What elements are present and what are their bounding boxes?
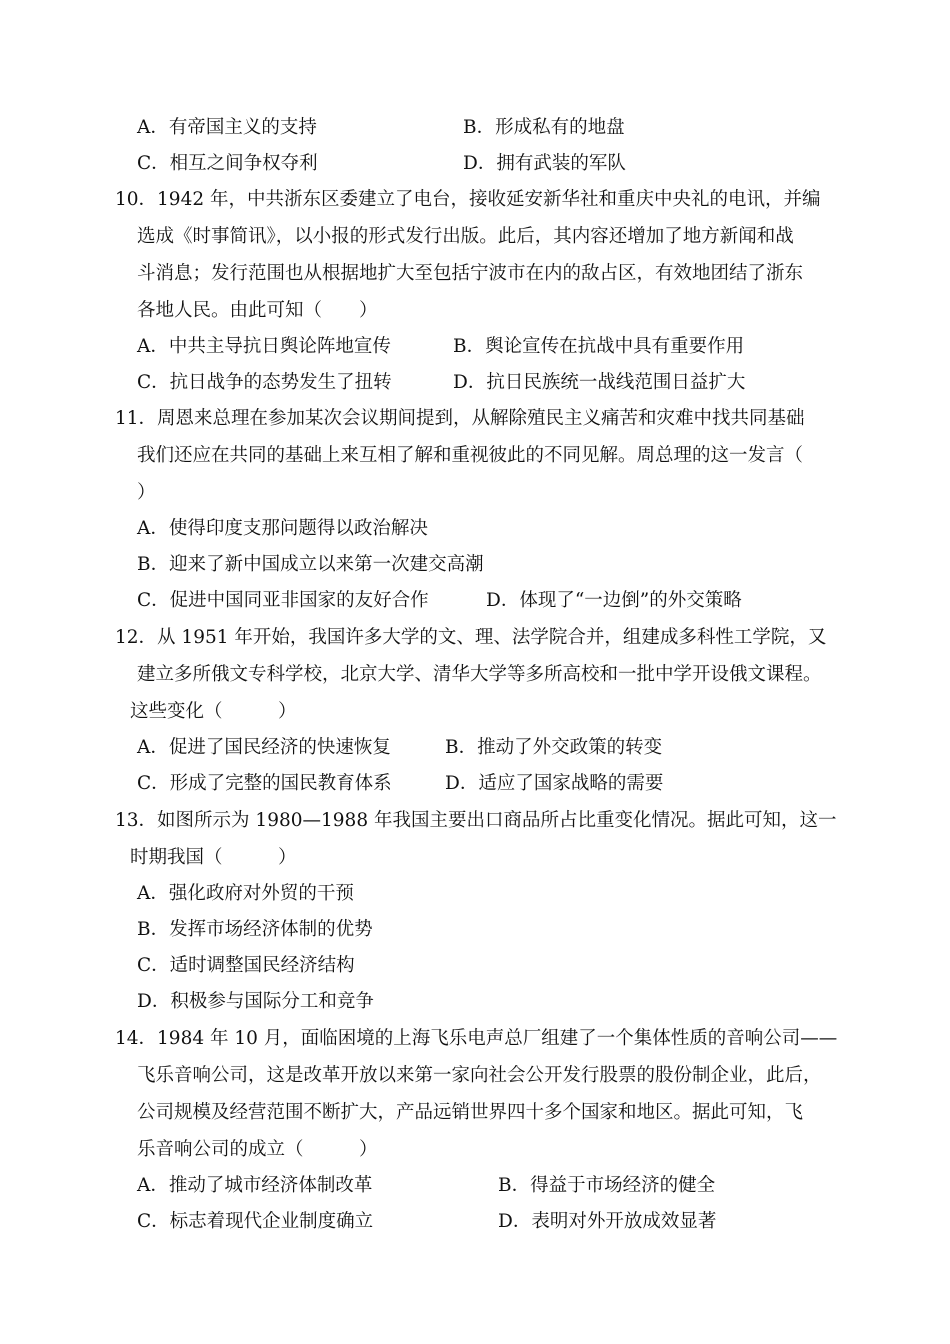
q11-option-a: A．使得印度支那问题得以政治解决 <box>137 518 428 539</box>
q10-option-c: C．抗日战争的态势发生了扭转 <box>137 372 392 393</box>
q12-option-b: B．推动了外交政策的转变 <box>445 737 663 758</box>
q14-stem-line: 乐音响公司的成立（ ） <box>137 1139 378 1160</box>
q11-stem-line: ） <box>137 482 156 503</box>
q12-stem-line: 12．从 1951 年开始，我国许多大学的文、理、法学院合并，组建成多科性工学院，又 <box>115 627 827 648</box>
q13-option-a: A．强化政府对外贸的干预 <box>137 883 354 904</box>
q9-option-c: C．相互之间争权夺利 <box>137 153 318 174</box>
q14-option-b: B．得益于市场经济的健全 <box>498 1175 716 1196</box>
q14-stem-line: 飞乐音响公司，这是改革开放以来第一家向社会公开发行股票的股份制企业，此后， <box>137 1065 822 1086</box>
q12-stem-line: 建立多所俄文专科学校，北京大学、清华大学等多所高校和一批中学开设俄文课程。 <box>137 664 822 685</box>
q11-stem-line: 我们还应在共同的基础上来互相了解和重视彼此的不同见解。周总理的这一发言（ <box>137 445 804 466</box>
q11-option-c: C．促进中国同亚非国家的友好合作 <box>137 590 429 611</box>
q12-option-a: A．促进了国民经济的快速恢复 <box>137 737 391 758</box>
q14-stem-line: 公司规模及经营范围不断扩大，产品远销世界四十多个国家和地区。据此可知，飞 <box>137 1102 804 1123</box>
q13-stem-line: 13．如图所示为 1980—1988 年我国主要出口商品所占比重变化情况。据此可知，这一 <box>115 810 837 831</box>
q10-option-b: B．舆论宣传在抗战中具有重要作用 <box>453 336 745 357</box>
q13-option-d: D．积极参与国际分工和竞争 <box>137 991 374 1012</box>
q12-option-d: D．适应了国家战略的需要 <box>445 773 664 794</box>
q12-stem-line: 这些变化（ ） <box>130 701 297 722</box>
q14-option-d: D．表明对外开放成效显著 <box>498 1211 717 1232</box>
q11-stem-line: 11．周恩来总理在参加某次会议期间提到，从解除殖民主义痛苦和灾难中找共同基础 <box>115 408 805 429</box>
q10-stem-line: 各地人民。由此可知（ ） <box>137 300 378 321</box>
q10-stem-line: 选成《时事简讯》，以小报的形式发行出版。此后，其内容还增加了地方新闻和战 <box>137 226 794 247</box>
q11-option-b: B．迎来了新中国成立以来第一次建交高潮 <box>137 554 484 575</box>
q9-option-b: B．形成私有的地盘 <box>463 117 625 138</box>
q14-option-a: A．推动了城市经济体制改革 <box>137 1175 373 1196</box>
q9-option-d: D．拥有武装的军队 <box>463 153 626 174</box>
q10-option-d: D．抗日民族统一战线范围日益扩大 <box>453 372 746 393</box>
q11-option-d: D．体现了“一边倒”的外交策略 <box>486 590 742 611</box>
q13-option-b: B．发挥市场经济体制的优势 <box>137 919 373 940</box>
q13-stem-line: 时期我国（ ） <box>130 847 297 868</box>
q13-option-c: C．适时调整国民经济结构 <box>137 955 355 976</box>
q10-stem-line: 10．1942 年，中共浙东区委建立了电台，接收延安新华社和重庆中央礼的电讯，并编 <box>115 189 821 210</box>
q10-stem-line: 斗消息；发行范围也从根据地扩大至包括宁波市在内的敌占区，有效地团结了浙东 <box>137 263 804 284</box>
q9-option-a: A．有帝国主义的支持 <box>137 117 317 138</box>
q14-option-c: C．标志着现代企业制度确立 <box>137 1211 374 1232</box>
q12-option-c: C．形成了完整的国民教育体系 <box>137 773 392 794</box>
q10-option-a: A．中共主导抗日舆论阵地宣传 <box>137 336 391 357</box>
q14-stem-line: 14．1984 年 10 月，面临困境的上海飞乐电声总厂组建了一个集体性质的音响公司—— <box>115 1028 838 1049</box>
